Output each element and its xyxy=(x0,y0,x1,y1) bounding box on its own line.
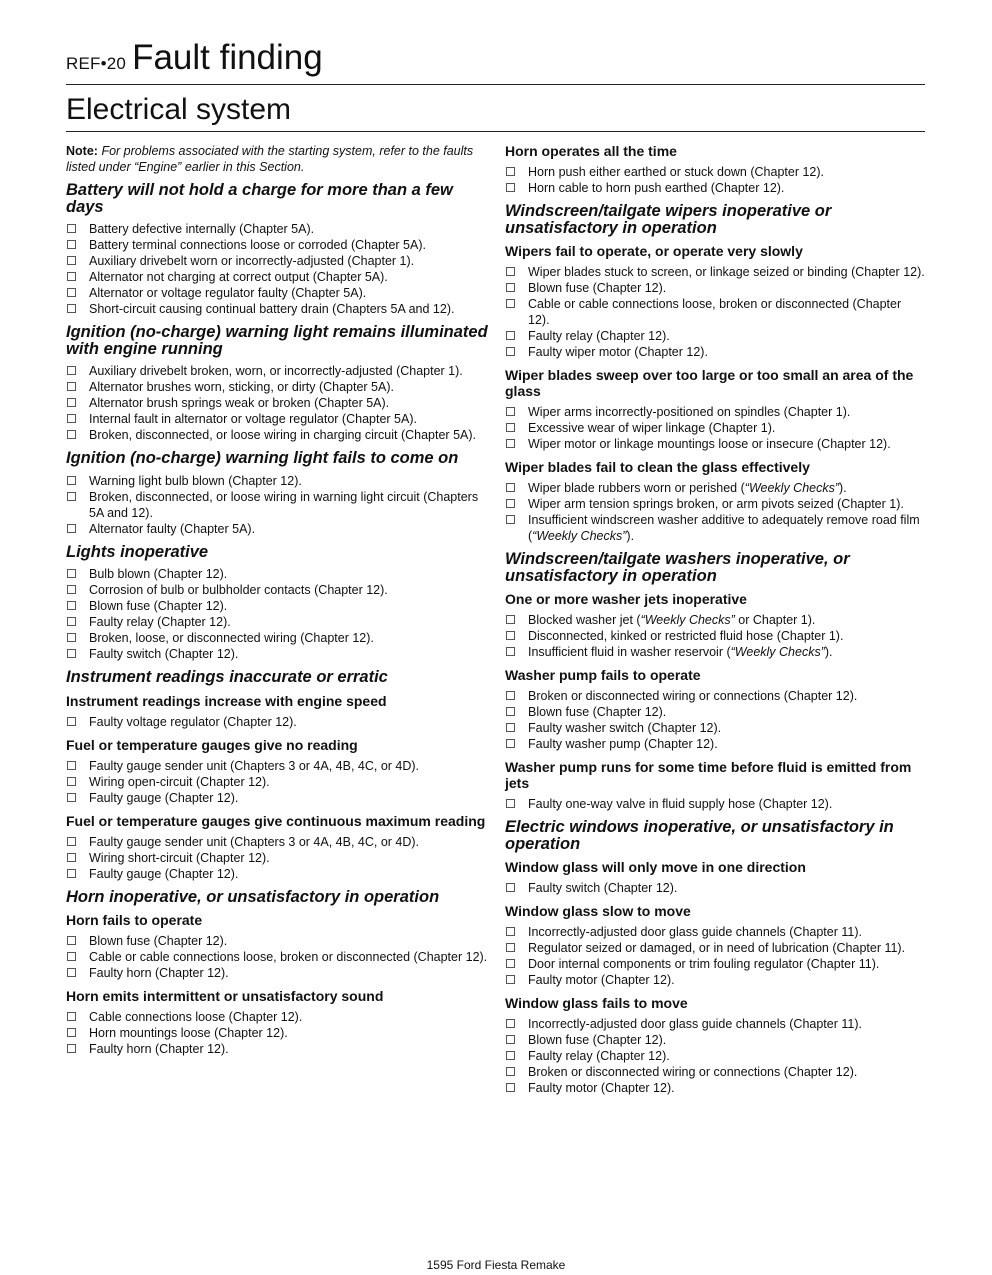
cause-item xyxy=(66,965,488,981)
page-reference: REF•20 xyxy=(66,54,127,73)
symptom-heading: Horn emits intermittent or unsatisfactory sound xyxy=(66,988,384,1004)
cause-text: Alternator not charging at correct output (Chapter 5A). xyxy=(89,270,388,284)
cause-text: Horn cable to horn push earthed (Chapter 12). xyxy=(528,181,785,195)
fault-heading: Horn inoperative, or unsatisfactory in operation xyxy=(66,887,440,906)
cause-text: Faulty washer pump (Chapter 12). xyxy=(528,737,718,751)
checkbox-icon xyxy=(67,304,76,313)
checkbox-icon xyxy=(67,601,76,610)
cause-list xyxy=(66,473,488,537)
checkbox-icon xyxy=(67,633,76,642)
cause-text: Blocked washer jet (“Weekly Checks” or Chapter 1). xyxy=(528,613,816,627)
symptom-heading: Fuel or temperature gauges give continuous maximum reading xyxy=(66,812,486,829)
checkbox-icon xyxy=(67,430,76,439)
checkbox-icon xyxy=(506,423,515,432)
cause-text: Wiper blades stuck to screen, or linkage seized or binding (Chapter 12). xyxy=(528,265,925,279)
symptom-heading: Horn fails to operate xyxy=(66,912,203,928)
fault-heading: Windscreen/tailgate washers inoperative, or unsatisfactory in operation xyxy=(505,550,850,585)
cause-item xyxy=(505,496,925,512)
cause-item xyxy=(505,704,925,720)
cause-text: Broken, loose, or disconnected wiring (Chapter 12). xyxy=(89,631,374,645)
cause-item xyxy=(66,774,488,790)
cause-item xyxy=(66,646,488,662)
checkbox-icon xyxy=(506,943,515,952)
cause-item xyxy=(505,956,925,972)
cause-text: Faulty relay (Chapter 12). xyxy=(528,329,670,343)
cause-text: Incorrectly-adjusted door glass guide channels (Chapter 11). xyxy=(528,1017,862,1031)
checkbox-icon xyxy=(506,267,515,276)
cause-item xyxy=(505,796,925,812)
cause-text: Faulty relay (Chapter 12). xyxy=(89,615,231,629)
cause-text: Wiring open-circuit (Chapter 12). xyxy=(89,774,270,789)
cause-text: Faulty gauge sender unit (Chapters 3 or 4A, 4B, 4C, or 4D). xyxy=(89,758,420,773)
cause-item xyxy=(66,379,488,395)
cause-list xyxy=(66,221,488,317)
checkbox-icon xyxy=(67,952,76,961)
cause-item xyxy=(66,473,488,489)
cause-item xyxy=(66,1025,488,1041)
cause-text: Broken, disconnected, or loose wiring in warning light circuit (Chapters 5A and 12). xyxy=(89,489,479,520)
checkbox-icon xyxy=(67,366,76,375)
checkbox-icon xyxy=(67,224,76,233)
cause-item xyxy=(66,1009,488,1025)
checkbox-icon xyxy=(67,869,76,878)
cause-list xyxy=(505,688,925,752)
note-label: Note: xyxy=(66,144,98,158)
cause-item xyxy=(66,269,488,285)
cause-item xyxy=(505,644,925,660)
cause-item xyxy=(66,395,488,411)
cause-text: Alternator or voltage regulator faulty (Chapter 5A). xyxy=(89,286,367,300)
cause-item xyxy=(66,489,488,521)
cause-text: Wiper motor or linkage mountings loose or insecure (Chapter 12). xyxy=(528,437,891,451)
checkbox-icon xyxy=(506,707,515,716)
cause-item xyxy=(66,237,488,253)
checkbox-icon xyxy=(67,617,76,626)
cause-text: Short-circuit causing continual battery drain (Chapters 5A and 12). xyxy=(89,302,455,316)
cause-text: Faulty one-way valve in fluid supply hose (Chapter 12). xyxy=(528,797,833,811)
checkbox-icon xyxy=(67,761,76,770)
cause-text: Blown fuse (Chapter 12). xyxy=(89,599,228,613)
cause-text: Internal fault in alternator or voltage regulator (Chapter 5A). xyxy=(89,412,417,426)
cause-text: Faulty wiper motor (Chapter 12). xyxy=(528,345,708,359)
cause-text: Warning light bulb blown (Chapter 12). xyxy=(89,473,302,488)
cause-text: Blown fuse (Chapter 12). xyxy=(528,705,667,719)
cause-item xyxy=(505,512,925,544)
cause-text: Wiper arm tension springs broken, or arm pivots seized (Chapter 1). xyxy=(528,497,904,511)
checkbox-icon xyxy=(506,739,515,748)
cause-list xyxy=(505,264,925,360)
checkbox-icon xyxy=(506,691,515,700)
checkbox-icon xyxy=(506,167,515,176)
cause-item xyxy=(505,880,925,896)
cause-list xyxy=(505,404,925,452)
checkbox-icon xyxy=(506,975,515,984)
cause-item xyxy=(505,940,925,956)
cause-item xyxy=(505,404,925,420)
cause-text: Faulty gauge (Chapter 12). xyxy=(89,866,239,881)
cause-item xyxy=(66,582,488,598)
cause-item xyxy=(66,1041,488,1057)
cause-item xyxy=(66,614,488,630)
cause-item xyxy=(505,628,925,644)
checkbox-icon xyxy=(67,569,76,578)
cause-item xyxy=(66,714,488,730)
cause-text: Broken or disconnected wiring or connections (Chapter 12). xyxy=(528,689,858,703)
checkbox-icon xyxy=(67,524,76,533)
fault-heading: Battery will not hold a charge for more than a few days xyxy=(66,181,453,216)
checkbox-icon xyxy=(506,615,515,624)
cause-text: Faulty switch (Chapter 12). xyxy=(528,881,678,895)
cause-item xyxy=(505,296,925,328)
checkbox-icon xyxy=(506,407,515,416)
checkbox-icon xyxy=(67,492,76,501)
cause-list xyxy=(505,612,925,660)
cause-item xyxy=(505,1048,925,1064)
checkbox-icon xyxy=(506,299,515,308)
checkbox-icon xyxy=(67,398,76,407)
checkbox-icon xyxy=(506,959,515,968)
cause-item xyxy=(505,164,925,180)
checkbox-icon xyxy=(506,1083,515,1092)
cause-list xyxy=(505,164,925,196)
symptom-heading: Wipers fail to operate, or operate very slowly xyxy=(505,243,803,259)
cause-text: Faulty horn (Chapter 12). xyxy=(89,1042,229,1056)
left-column xyxy=(66,143,488,1061)
checkbox-icon xyxy=(506,1035,515,1044)
fault-heading: Ignition (no-charge) warning light remains illuminated with engine running xyxy=(66,323,488,358)
cause-item xyxy=(66,933,488,949)
cause-item xyxy=(66,834,488,850)
checkbox-icon xyxy=(67,837,76,846)
checkbox-icon xyxy=(506,483,515,492)
cause-text: Incorrectly-adjusted door glass guide channels (Chapter 11). xyxy=(528,925,862,939)
cause-item xyxy=(505,1080,925,1096)
cause-text: Door internal components or trim fouling regulator (Chapter 11). xyxy=(528,957,880,971)
checkbox-icon xyxy=(506,1067,515,1076)
checkbox-icon xyxy=(506,723,515,732)
cause-item xyxy=(66,411,488,427)
cause-text: Horn mountings loose (Chapter 12). xyxy=(89,1026,288,1040)
symptom-heading: Washer pump fails to operate xyxy=(505,667,701,683)
right-column xyxy=(505,143,925,1100)
cause-item xyxy=(505,344,925,360)
cause-text: Excessive wear of wiper linkage (Chapter 1). xyxy=(528,421,776,435)
note-text: For problems associated with the starting system, refer to the faults listed under “Engine” earlier in this Section. xyxy=(66,144,474,174)
checkbox-icon xyxy=(506,883,515,892)
cause-item xyxy=(505,924,925,940)
cause-text: Broken or disconnected wiring or connections (Chapter 12). xyxy=(528,1065,858,1079)
checkbox-icon xyxy=(67,288,76,297)
cause-list xyxy=(66,834,488,882)
checkbox-icon xyxy=(67,968,76,977)
checkbox-icon xyxy=(67,1028,76,1037)
checkbox-icon xyxy=(506,927,515,936)
cause-item xyxy=(66,427,488,443)
header-divider xyxy=(66,84,925,85)
cause-item xyxy=(505,180,925,196)
cause-text: Horn push either earthed or stuck down (Chapter 12). xyxy=(528,165,824,179)
cause-item xyxy=(66,363,488,379)
checkbox-icon xyxy=(506,1019,515,1028)
cause-text: Faulty relay (Chapter 12). xyxy=(528,1049,670,1063)
checkbox-icon xyxy=(67,717,76,726)
cause-list xyxy=(66,1009,488,1057)
checkbox-icon xyxy=(506,283,515,292)
cause-text: Broken, disconnected, or loose wiring in charging circuit (Chapter 5A). xyxy=(89,428,476,442)
cause-text: Alternator brushes worn, sticking, or dirty (Chapter 5A). xyxy=(89,380,394,394)
cause-item xyxy=(66,221,488,237)
right-column-content xyxy=(505,143,925,1096)
note xyxy=(66,143,488,175)
checkbox-icon xyxy=(506,331,515,340)
symptom-heading: Washer pump runs for some time before fluid is emitted from jets xyxy=(505,759,912,791)
cause-item xyxy=(505,436,925,452)
section-title: Electrical system xyxy=(66,93,292,126)
checkbox-icon xyxy=(67,240,76,249)
fault-heading: Lights inoperative xyxy=(66,542,209,561)
checkbox-icon xyxy=(67,1044,76,1053)
fault-heading: Electric windows inoperative, or unsatisfactory in operation xyxy=(505,818,894,853)
cause-item xyxy=(505,480,925,496)
cause-text: Alternator brush springs weak or broken (Chapter 5A). xyxy=(89,396,390,410)
checkbox-icon xyxy=(506,515,515,524)
cause-item xyxy=(66,285,488,301)
symptom-heading: Horn operates all the time xyxy=(505,143,677,159)
cause-text: Wiper blade rubbers worn or perished (“Weekly Checks”). xyxy=(528,481,847,495)
cause-item xyxy=(66,301,488,317)
cause-item xyxy=(66,790,488,806)
symptom-heading: Instrument readings increase with engine speed xyxy=(66,692,387,709)
cause-text: Battery terminal connections loose or corroded (Chapter 5A). xyxy=(89,238,426,252)
cause-list xyxy=(66,363,488,443)
checkbox-icon xyxy=(67,382,76,391)
cause-item xyxy=(505,688,925,704)
cause-text: Insufficient fluid in washer reservoir (“Weekly Checks”). xyxy=(528,645,833,659)
checkbox-icon xyxy=(67,936,76,945)
checkbox-icon xyxy=(506,647,515,656)
cause-list xyxy=(505,480,925,544)
cause-list xyxy=(505,924,925,988)
cause-item xyxy=(66,949,488,965)
cause-item xyxy=(66,566,488,582)
cause-item xyxy=(505,1032,925,1048)
symptom-heading: Window glass will only move in one direction xyxy=(505,859,806,875)
cause-list xyxy=(66,933,488,981)
cause-text: Corrosion of bulb or bulbholder contacts (Chapter 12). xyxy=(89,583,388,597)
cause-text: Faulty horn (Chapter 12). xyxy=(89,966,229,980)
left-column-content xyxy=(66,182,488,1057)
cause-item xyxy=(66,866,488,882)
cause-item xyxy=(505,328,925,344)
page-footer: 1595 Ford Fiesta Remake xyxy=(426,1258,566,1272)
fault-heading: Ignition (no-charge) warning light fails to come on xyxy=(66,449,459,467)
checkbox-icon xyxy=(506,799,515,808)
cause-text: Blown fuse (Chapter 12). xyxy=(528,1033,667,1047)
cause-text: Faulty gauge sender unit (Chapters 3 or 4A, 4B, 4C, or 4D). xyxy=(89,834,420,849)
cause-item xyxy=(505,612,925,628)
page-header xyxy=(66,38,925,78)
cause-text: Faulty voltage regulator (Chapter 12). xyxy=(89,714,297,729)
chapter-title: Fault finding xyxy=(132,38,323,77)
cause-text: Disconnected, kinked or restricted fluid hose (Chapter 1). xyxy=(528,629,844,643)
cause-item xyxy=(66,758,488,774)
cause-item xyxy=(66,521,488,537)
cause-text: Auxiliary drivebelt broken, worn, or incorrectly-adjusted (Chapter 1). xyxy=(89,364,463,378)
symptom-heading: One or more washer jets inoperative xyxy=(505,591,747,607)
fault-heading: Windscreen/tailgate wipers inoperative or unsatisfactory in operation xyxy=(505,202,832,237)
cause-list xyxy=(505,1016,925,1096)
cause-item xyxy=(505,972,925,988)
cause-text: Cable connections loose (Chapter 12). xyxy=(89,1010,303,1024)
cause-list xyxy=(66,758,488,806)
cause-text: Battery defective internally (Chapter 5A). xyxy=(89,222,315,236)
cause-list xyxy=(505,796,925,812)
cause-text: Wiper arms incorrectly-positioned on spindles (Chapter 1). xyxy=(528,405,851,419)
checkbox-icon xyxy=(67,256,76,265)
cause-text: Regulator seized or damaged, or in need of lubrication (Chapter 11). xyxy=(528,941,906,955)
cause-text: Faulty switch (Chapter 12). xyxy=(89,647,239,661)
checkbox-icon xyxy=(506,499,515,508)
checkbox-icon xyxy=(67,649,76,658)
symptom-heading: Wiper blades fail to clean the glass effectively xyxy=(505,459,810,475)
cause-item xyxy=(66,253,488,269)
cause-text: Bulb blown (Chapter 12). xyxy=(89,567,228,581)
cause-item xyxy=(505,1016,925,1032)
cause-item xyxy=(66,630,488,646)
cause-text: Insufficient windscreen washer additive to adequately remove road film (“Weekly Checks”). xyxy=(528,513,920,543)
checkbox-icon xyxy=(506,439,515,448)
cause-item xyxy=(505,1064,925,1080)
cause-text: Cable or cable connections loose, broken or disconnected (Chapter 12). xyxy=(89,950,488,964)
cause-item xyxy=(66,598,488,614)
checkbox-icon xyxy=(67,1012,76,1021)
cause-text: Faulty gauge (Chapter 12). xyxy=(89,790,239,805)
cause-text: Alternator faulty (Chapter 5A). xyxy=(89,521,256,536)
cause-text: Cable or cable connections loose, broken or disconnected (Chapter 12). xyxy=(528,297,902,327)
checkbox-icon xyxy=(506,631,515,640)
checkbox-icon xyxy=(67,777,76,786)
checkbox-icon xyxy=(67,414,76,423)
cause-list xyxy=(66,566,488,662)
cause-list xyxy=(505,880,925,896)
checkbox-icon xyxy=(506,183,515,192)
cause-list xyxy=(66,714,488,730)
cause-item xyxy=(505,720,925,736)
cause-item xyxy=(505,736,925,752)
checkbox-icon xyxy=(67,853,76,862)
checkbox-icon xyxy=(67,585,76,594)
symptom-heading: Fuel or temperature gauges give no reading xyxy=(66,736,358,753)
cause-text: Faulty washer switch (Chapter 12). xyxy=(528,721,722,735)
checkbox-icon xyxy=(67,793,76,802)
symptom-heading: Window glass fails to move xyxy=(505,995,688,1011)
checkbox-icon xyxy=(67,272,76,281)
symptom-heading: Window glass slow to move xyxy=(505,903,691,919)
cause-text: Blown fuse (Chapter 12). xyxy=(528,281,667,295)
cause-text: Auxiliary drivebelt worn or incorrectly-adjusted (Chapter 1). xyxy=(89,254,415,268)
checkbox-icon xyxy=(506,347,515,356)
cause-item xyxy=(505,264,925,280)
symptom-heading: Wiper blades sweep over too large or too small an area of the glass xyxy=(505,367,914,399)
cause-item xyxy=(505,420,925,436)
cause-text: Blown fuse (Chapter 12). xyxy=(89,934,228,948)
cause-text: Wiring short-circuit (Chapter 12). xyxy=(89,850,270,865)
section-divider xyxy=(66,131,925,132)
checkbox-icon xyxy=(506,1051,515,1060)
cause-text: Faulty motor (Chapter 12). xyxy=(528,973,675,987)
cause-text: Faulty motor (Chapter 12). xyxy=(528,1081,675,1095)
cause-item xyxy=(66,850,488,866)
checkbox-icon xyxy=(67,476,76,485)
fault-heading: Instrument readings inaccurate or erratic xyxy=(66,668,388,686)
cause-item xyxy=(505,280,925,296)
